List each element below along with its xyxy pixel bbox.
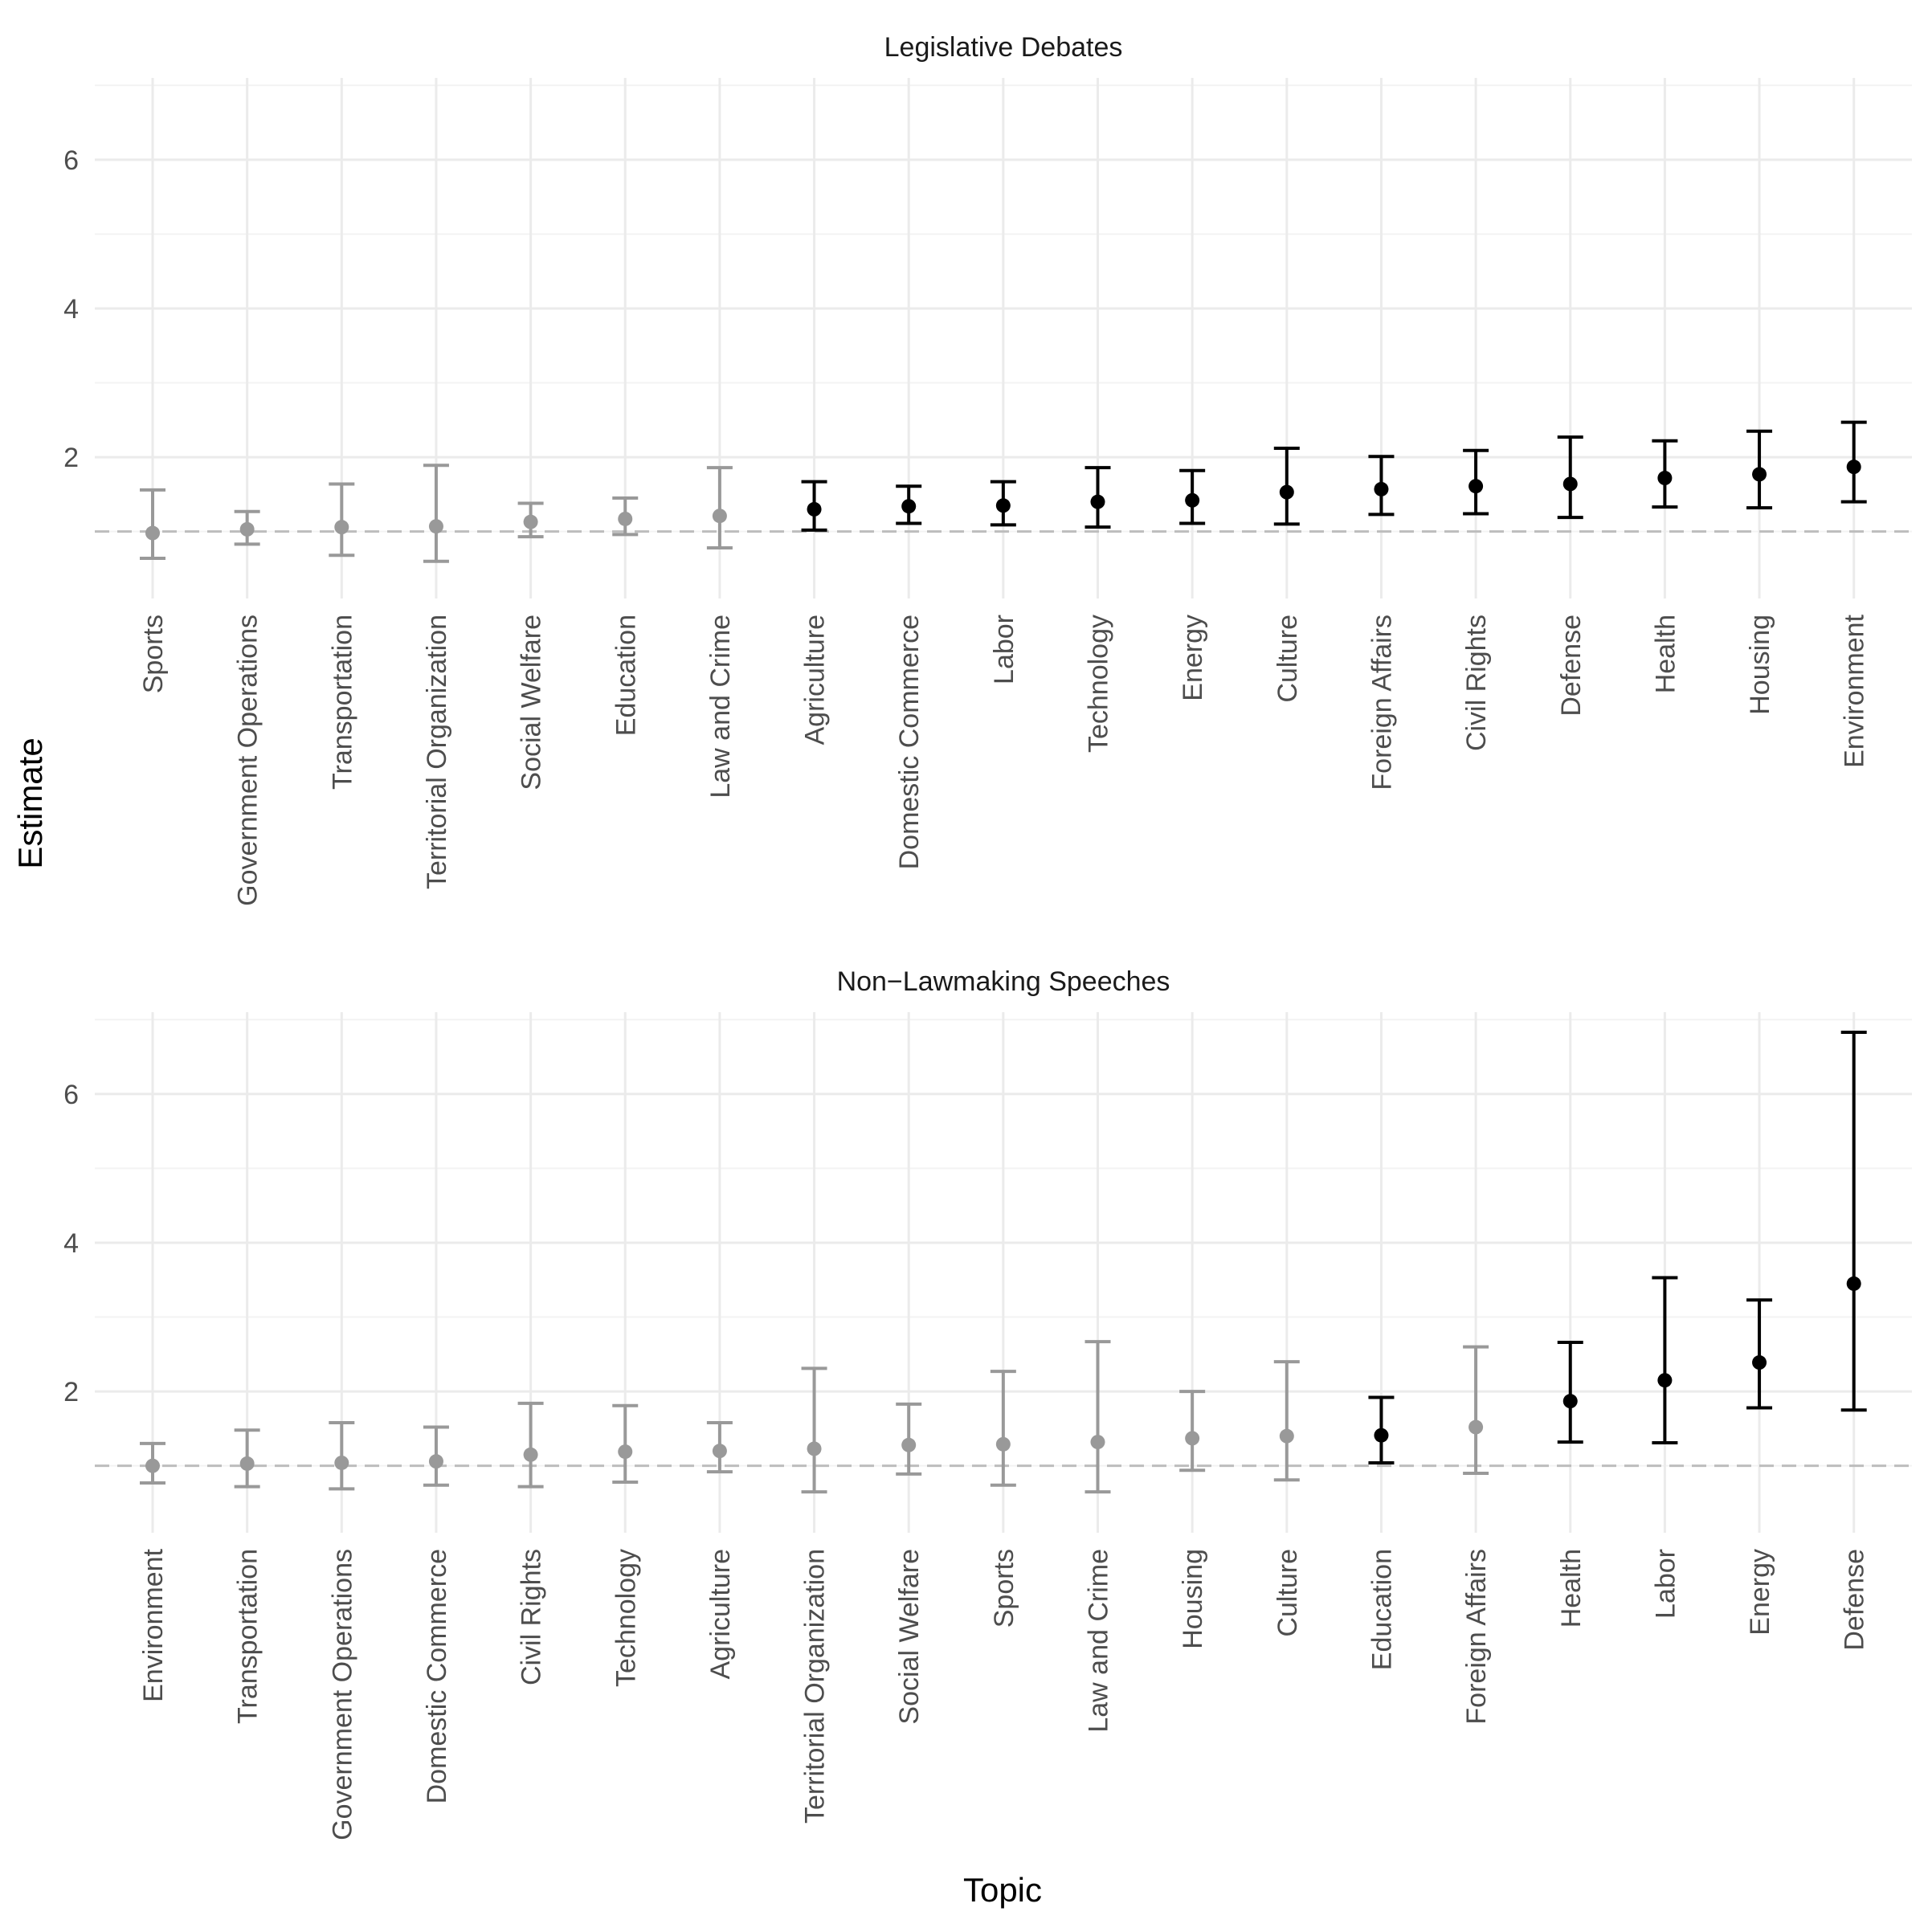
estimate-point <box>1752 1355 1767 1370</box>
x-tick-label: Territorial Organization <box>799 1549 831 1824</box>
error-bar <box>518 1403 544 1487</box>
x-axis-title: Topic <box>962 1871 1043 1909</box>
error-bar <box>991 482 1016 525</box>
estimate-point <box>1657 471 1672 485</box>
x-tick-label: Labor <box>1650 1549 1681 1619</box>
x-tick-label: Foreign Affairs <box>1461 1549 1493 1725</box>
x-tick-label: Civil Rights <box>516 1549 547 1686</box>
estimate-point <box>1374 482 1388 496</box>
error-bar <box>1841 1032 1867 1410</box>
estimate-point <box>807 502 822 517</box>
x-tick-label: Education <box>1366 1549 1398 1671</box>
panel-title: Non−Lawmaking Speeches <box>836 966 1170 997</box>
x-tick-label: Energy <box>1178 615 1209 701</box>
x-tick-label: Technology <box>1083 615 1114 754</box>
error-bar <box>707 1423 733 1472</box>
estimate-point <box>996 1437 1011 1452</box>
estimate-point <box>1752 467 1767 481</box>
x-tick-label: Domestic Commerce <box>894 615 925 870</box>
y-tick-label: 2 <box>63 1377 79 1408</box>
x-tick-label: Government Operations <box>327 1549 358 1840</box>
x-tick-label: Health <box>1650 615 1681 694</box>
error-bar <box>235 512 260 545</box>
x-tick-label: Environment <box>138 1549 169 1702</box>
estimate-point <box>1185 493 1199 508</box>
estimate-point <box>901 1438 916 1452</box>
error-bar <box>235 1430 260 1486</box>
error-bar <box>1368 456 1394 514</box>
estimate-point <box>1563 476 1578 491</box>
error-bar <box>612 498 638 534</box>
x-tick-label: Social Welfare <box>516 615 547 790</box>
x-tick-label: Social Welfare <box>894 1549 925 1725</box>
estimate-point <box>1468 479 1483 493</box>
estimate-point <box>334 520 349 534</box>
error-bar <box>1652 441 1677 507</box>
estimate-point <box>1847 1276 1861 1291</box>
error-bar <box>1841 423 1867 502</box>
estimate-point <box>1091 495 1105 509</box>
x-tick-label: Agriculture <box>705 1549 736 1680</box>
estimate-point <box>524 515 538 529</box>
error-bar <box>1085 468 1111 527</box>
error-bar <box>1652 1277 1677 1443</box>
estimate-point <box>429 519 443 533</box>
error-bar <box>1463 1347 1489 1473</box>
x-tick-label: Civil Rights <box>1461 615 1493 752</box>
error-bar <box>1179 471 1205 524</box>
x-tick-label: Territorial Organization <box>421 615 452 890</box>
estimate-point <box>1280 485 1294 500</box>
error-bar <box>1179 1391 1205 1470</box>
error-bar <box>1368 1398 1394 1463</box>
estimate-point <box>713 509 727 523</box>
estimate-point <box>1657 1373 1672 1387</box>
y-tick-label: 6 <box>63 1079 79 1110</box>
x-tick-label: Technology <box>611 1549 642 1688</box>
error-bar <box>423 1428 449 1485</box>
error-bar <box>1746 431 1772 508</box>
x-tick-label: Transportation <box>327 615 358 790</box>
estimate-point <box>1185 1431 1199 1445</box>
error-bar <box>1274 448 1300 524</box>
error-bar <box>707 468 733 548</box>
error-bar <box>1085 1342 1111 1492</box>
error-bar <box>896 486 921 523</box>
error-bar <box>802 1368 827 1492</box>
estimate-point <box>1468 1420 1483 1435</box>
error-bar <box>140 490 165 558</box>
x-tick-label: Sports <box>988 1549 1019 1628</box>
error-bar <box>140 1444 165 1483</box>
x-tick-label: Housing <box>1745 615 1776 715</box>
estimate-point <box>807 1441 822 1456</box>
x-tick-label: Labor <box>988 615 1019 684</box>
error-bar <box>329 1423 354 1489</box>
x-tick-label: Energy <box>1745 1549 1776 1636</box>
error-bar <box>896 1404 921 1474</box>
x-tick-label: Agriculture <box>799 615 831 745</box>
estimate-point <box>1280 1429 1294 1444</box>
estimate-point <box>524 1448 538 1462</box>
error-bar <box>329 484 354 555</box>
estimate-point <box>618 512 632 526</box>
error-bar <box>991 1371 1016 1485</box>
estimate-point <box>901 499 916 513</box>
y-tick-label: 6 <box>63 145 79 176</box>
y-axis-title: Estimate <box>11 737 49 869</box>
x-tick-label: Foreign Affairs <box>1366 615 1398 790</box>
estimate-point <box>996 498 1011 513</box>
estimate-point <box>429 1454 443 1468</box>
error-bar <box>1463 451 1489 514</box>
estimate-point <box>1091 1435 1105 1449</box>
error-bar <box>1558 437 1583 517</box>
x-tick-label: Government Operations <box>232 615 263 906</box>
x-tick-label: Environment <box>1839 615 1870 768</box>
error-bar <box>1274 1362 1300 1480</box>
estimate-point <box>713 1444 727 1458</box>
x-tick-label: Law and Crime <box>705 615 736 799</box>
estimate-point <box>618 1444 632 1459</box>
x-tick-label: Transportation <box>232 1549 263 1724</box>
x-tick-label: Education <box>611 615 642 737</box>
x-tick-label: Culture <box>1272 1549 1303 1637</box>
estimate-point <box>145 1459 160 1473</box>
x-tick-label: Sports <box>138 615 169 694</box>
error-bar <box>612 1406 638 1482</box>
x-tick-label: Housing <box>1178 1549 1209 1649</box>
estimate-point <box>145 526 160 541</box>
estimate-point <box>334 1456 349 1470</box>
panel-title: Legislative Debates <box>884 32 1123 63</box>
x-tick-label: Culture <box>1272 615 1303 703</box>
y-tick-label: 2 <box>63 443 79 474</box>
x-tick-label: Law and Crime <box>1083 1549 1114 1733</box>
error-bar <box>802 482 827 530</box>
estimate-point <box>1847 460 1861 474</box>
x-tick-label: Defense <box>1555 615 1587 717</box>
estimate-point <box>240 522 255 537</box>
estimate-point <box>1374 1428 1388 1443</box>
estimate-point <box>1563 1394 1578 1408</box>
panel-1 <box>63 32 1912 906</box>
y-tick-label: 4 <box>63 1227 79 1259</box>
x-tick-label: Defense <box>1839 1549 1870 1651</box>
estimate-point <box>240 1456 255 1471</box>
y-tick-label: 4 <box>63 293 79 325</box>
panel-2 <box>63 966 1912 1840</box>
x-tick-label: Health <box>1555 1549 1587 1628</box>
x-tick-label: Domestic Commerce <box>421 1549 452 1804</box>
error-bar <box>423 465 449 561</box>
